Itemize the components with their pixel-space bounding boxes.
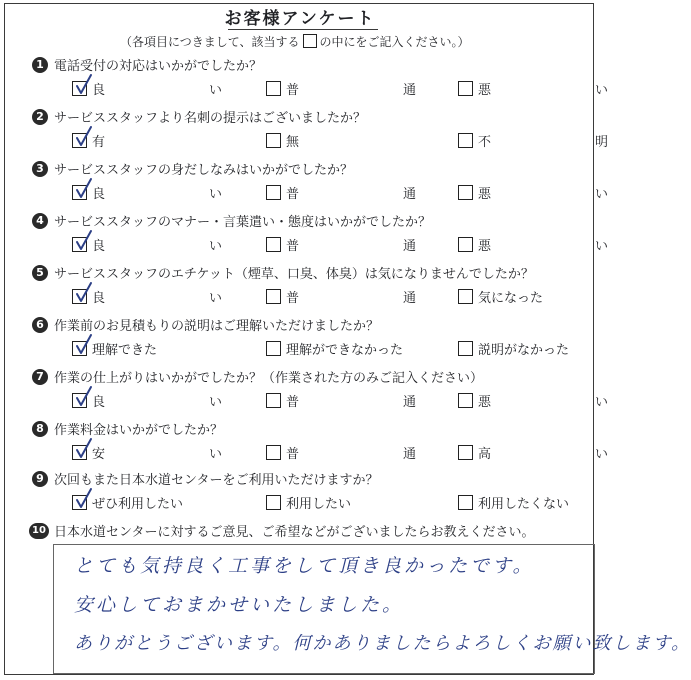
option-label-part-2: い <box>208 291 222 306</box>
option-label-part-2: 通 <box>402 395 416 410</box>
option-label <box>92 131 105 150</box>
handwritten-line-1: とても気持良く工事をして頂き良かったです。 <box>74 555 535 577</box>
question-number: 10 <box>29 523 49 539</box>
option-label <box>286 183 416 202</box>
option-label <box>92 443 222 462</box>
checkbox[interactable] <box>458 81 473 96</box>
checkbox[interactable] <box>266 495 281 510</box>
checkmark-icon <box>76 438 92 460</box>
question-8 <box>28 419 608 471</box>
option-label <box>478 391 608 410</box>
checkbox[interactable] <box>266 393 281 408</box>
option-label <box>286 391 416 410</box>
option-label-part-1: 無 <box>286 135 300 150</box>
checkbox[interactable] <box>458 341 473 356</box>
question-number: 7 <box>32 369 48 385</box>
question-text: 次回もまた日本水道センターをご利用いただけますか？ <box>54 473 379 488</box>
option-label <box>286 79 416 98</box>
option-label-part-1: 説明がなかった <box>478 343 570 358</box>
instruction-after: の中にをご記入ください。） <box>319 35 470 49</box>
question-text: 日本水道センターに対するご意見、ご希望などがございましたらお教えください。 <box>54 525 535 540</box>
question-text: サービススタッフの身だしなみはいかがでしたか？ <box>54 163 354 178</box>
option-label-part-1: 普 <box>286 83 300 98</box>
option-label <box>286 493 351 512</box>
question-number: 3 <box>32 161 48 177</box>
option-label-part-2: 通 <box>402 187 416 202</box>
option-label-part-2: い <box>594 83 608 98</box>
handwritten-line-2: 安心しておまかせいたしました。 <box>74 594 405 616</box>
option-label <box>92 391 222 410</box>
option-label-part-2: い <box>594 395 608 410</box>
option-label-part-2: 通 <box>402 239 416 254</box>
checkmark-icon <box>76 334 92 356</box>
option-label-part-2: い <box>208 239 222 254</box>
checkmark-icon <box>76 386 92 408</box>
checkmark-icon <box>76 74 92 96</box>
checkmark-icon <box>76 178 92 200</box>
checkbox[interactable] <box>458 237 473 252</box>
option-label-part-2: 明 <box>594 135 608 150</box>
question-2 <box>28 107 608 159</box>
option-label-part-1: 理解できた <box>92 343 158 358</box>
option-label <box>92 235 222 254</box>
checkbox[interactable] <box>458 185 473 200</box>
option-label-part-1: 利用したくない <box>478 497 570 512</box>
checkbox[interactable] <box>458 445 473 460</box>
option-label <box>92 287 222 306</box>
option-label <box>286 131 299 150</box>
checkbox[interactable] <box>266 341 281 356</box>
checkbox[interactable] <box>266 185 281 200</box>
option-label-part-1: 普 <box>286 395 300 410</box>
option-label-part-1: ぜひ利用したい <box>92 497 184 512</box>
option-label <box>478 79 608 98</box>
option-label <box>478 131 608 150</box>
question-text: 作業の仕上がりはいかがでしたか？（作業された方のみご記入ください） <box>54 371 484 386</box>
instruction-before: （各項目につきまして、該当する <box>120 35 300 49</box>
checkmark-icon <box>76 126 92 148</box>
question-9 <box>28 469 594 521</box>
checkbox[interactable] <box>266 133 281 148</box>
option-label-part-1: 気になった <box>478 291 544 306</box>
title-underline <box>228 29 378 30</box>
option-label <box>478 493 569 512</box>
option-label <box>478 339 569 358</box>
option-label-part-1: 普 <box>286 447 300 462</box>
option-label-part-1: 良 <box>92 395 106 410</box>
checkmark-icon <box>76 282 92 304</box>
checkbox[interactable] <box>458 495 473 510</box>
form-title: お客様アンケート <box>224 9 376 29</box>
option-label-part-1: 安 <box>92 447 106 462</box>
question-text: 作業料金はいかがでしたか？ <box>54 423 224 438</box>
comment-textarea[interactable] <box>53 544 691 674</box>
option-label <box>478 443 608 462</box>
question-text: 作業前のお見積もりの説明はご理解いただけましたか？ <box>54 319 380 334</box>
option-label-part-1: 良 <box>92 187 106 202</box>
option-label-part-1: 悪 <box>478 395 492 410</box>
option-label <box>92 183 222 202</box>
checkbox-sample-icon <box>303 34 317 48</box>
question-number: 2 <box>32 109 48 125</box>
option-label-part-1: 利用したい <box>286 497 352 512</box>
option-label-part-1: 理解ができなかった <box>286 343 404 358</box>
question-number: 9 <box>32 471 48 487</box>
checkbox[interactable] <box>458 289 473 304</box>
checkbox[interactable] <box>266 289 281 304</box>
option-label-part-2: い <box>208 395 222 410</box>
option-label-part-1: 不 <box>478 135 492 150</box>
option-label-part-1: 悪 <box>478 187 492 202</box>
instruction <box>120 33 470 50</box>
option-label-part-2: 通 <box>402 83 416 98</box>
option-label-part-2: 通 <box>402 447 416 462</box>
comment-question <box>28 521 594 543</box>
question-number: 5 <box>32 265 48 281</box>
option-label-part-1: 普 <box>286 239 300 254</box>
question-number: 8 <box>32 421 48 437</box>
option-label-part-1: 良 <box>92 83 106 98</box>
question-text: サービススタッフより名刺の提示はございましたか？ <box>54 111 367 126</box>
checkbox[interactable] <box>266 81 281 96</box>
option-label-part-1: 普 <box>286 291 300 306</box>
question-5 <box>28 263 594 315</box>
option-label <box>92 79 222 98</box>
option-label <box>478 287 543 306</box>
option-label-part-2: い <box>594 239 608 254</box>
option-label <box>92 339 157 358</box>
question-text: サービススタッフのマナー・言葉遣い・態度はいかがでしたか？ <box>54 215 432 230</box>
question-4 <box>28 211 608 263</box>
question-6 <box>28 315 594 367</box>
option-label-part-2: い <box>594 447 608 462</box>
option-label <box>286 287 416 306</box>
option-label-part-1: 悪 <box>478 239 492 254</box>
question-number: 1 <box>32 57 48 73</box>
option-label-part-2: 通 <box>402 291 416 306</box>
option-label-part-1: 有 <box>92 135 106 150</box>
checkbox[interactable] <box>266 237 281 252</box>
option-label-part-1: 良 <box>92 291 106 306</box>
question-7 <box>28 367 608 419</box>
option-label <box>92 493 183 512</box>
option-label <box>286 339 403 358</box>
question-3 <box>28 159 608 211</box>
option-label-part-2: い <box>208 447 222 462</box>
option-label-part-2: い <box>208 83 222 98</box>
option-label <box>478 183 608 202</box>
question-1 <box>28 55 608 107</box>
question-text: サービススタッフのエチケット（煙草、口臭、体臭）は気になりませんでしたか？ <box>54 267 534 282</box>
question-number: 4 <box>32 213 48 229</box>
option-label <box>286 235 416 254</box>
question-number: 6 <box>32 317 48 333</box>
checkbox[interactable] <box>458 393 473 408</box>
question-text: 電話受付の対応はいかがでしたか？ <box>54 59 263 74</box>
option-label-part-2: い <box>208 187 222 202</box>
option-label-part-1: 悪 <box>478 83 492 98</box>
option-label-part-2: い <box>594 187 608 202</box>
option-label-part-1: 普 <box>286 187 300 202</box>
checkbox[interactable] <box>266 445 281 460</box>
checkbox[interactable] <box>458 133 473 148</box>
handwritten-line-3: ありがとうございます。何かありましたらよろしくお願い致します。 <box>74 633 691 654</box>
checkmark-icon <box>76 488 92 510</box>
option-label-part-1: 良 <box>92 239 106 254</box>
checkmark-icon <box>76 230 92 252</box>
option-label <box>286 443 416 462</box>
option-label-part-1: 高 <box>478 447 492 462</box>
option-label <box>478 235 608 254</box>
